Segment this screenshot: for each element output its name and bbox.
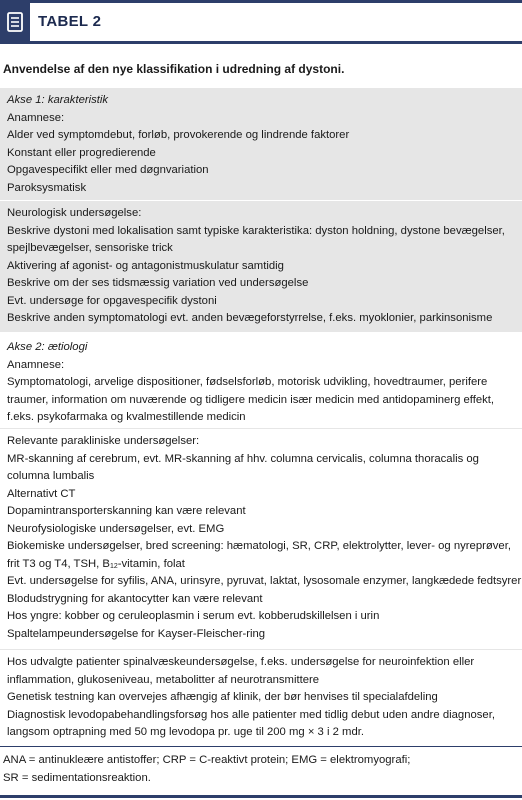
parakliniske-line: Hos yngre: kobber og ceruleoplasmin i serum evt. kobberudskillelsen i urin [7,610,380,622]
udvalgte-line: inflammation, glukoseniveau, metabolitter af neurotransmittere [7,673,320,686]
table-header [0,0,522,44]
akse2-anamnese-line: traumer, information om nuværende og tidligere medicin især medicin med antidopaminerg effekt, [7,393,495,406]
akse1-neuro-line: Beskrive om der ses tidsmæssig variation ved undersøgelse [7,277,309,289]
akse1-anamnese-line: Paroksysmatisk [7,181,87,194]
parakliniske-b12-line [7,556,516,574]
parakliniske-line: MR-skanning af cerebrum, evt. MR-skanning af hhv. columna cervicalis, columna thoracalis og [7,452,479,465]
udvalgte-line: langsom optrapning med 50 mg levodopa pr. uge til 200 mg × 3 i 2 mdr. [7,726,365,738]
table-title: TABEL 2 [38,13,102,30]
parakliniske-line: Biokemiske undersøgelser, bred screening: hæmatologi, SR, CRP, elektrolytter, lever- og nyreprøver, [7,540,511,552]
akse1-neuro-section [0,201,522,332]
table-footnote [3,752,410,787]
akse1-anamnese-line: Anamnese: [7,111,65,124]
udvalgte-line: Genetisk testning kan overvejes afhængig af klinik, der bør henvises til specialafdeling [7,691,438,703]
akse2-anamnese-section [0,335,522,428]
udvalgte-line: Hos udvalgte patienter spinalvæskeundersøgelse, f.eks. undersøgelse for neuroinfektion eller [7,656,475,668]
parakliniske-line: Relevante parakliniske undersøgelser: [7,435,200,447]
akse1-anamnese-line: Konstant eller progredierende [7,146,156,159]
akse2-anamnese-line: f.eks. psykofarmaka og kvalmestillende medicin [7,411,246,423]
udvalgte-line: Diagnostisk levodopabehandlingsforsøg hos alle patienter med tidlig debut uden andre diagnoser, [7,708,495,721]
footnote-rule [0,746,522,747]
akse1-anamnese-section [0,88,522,200]
akse1-neuro-line: spejlbevægelser, sensoriske trick [7,242,173,254]
parakliniske-line: Neurofysiologiske undersøgelser, evt. EMG [7,522,225,535]
b12-suffix: -vitamin, folat [117,557,185,570]
akse1-anamnese-line: Alder ved symptomdebut, forløb, provokerende og lindrende faktorer [7,129,350,141]
akse1-neuro-line: Beskrive anden symptomatologi evt. anden bevægeforstyrrelse, f.eks. myoklonier, parkinsonisme [7,312,493,324]
parakliniske-line: Alternativt CT [7,487,76,500]
b12-prefix: frit T3 og T4, TSH, B [7,557,110,570]
parakliniske-line: Blodudstrygning for akantocytter kan være relevant [7,592,263,605]
parakliniske-line: Evt. undersøgelse for syfilis, ANA, urinsyre, pyruvat, laktat, lysosomale enzymer, langkædede fedtsyrer [7,575,522,587]
akse2-parakliniske-section [0,429,522,649]
parakliniske-line: Spaltelampeundersøgelse for Kayser-Fleischer-ring [7,627,266,640]
footnote-line: ANA = antinukleære antistoffer; CRP = C-reaktivt protein; EMG = elektromyografi; [3,754,411,766]
akse1-neuro-line: Evt. undersøge for opgavespecifik dystoni [7,294,217,307]
bottom-rule [0,795,522,798]
parakliniske-line: Dopamintransporterskanning kan være relevant [7,505,246,517]
table-caption: Anvendelse af den nye klassifikation i udredning af dystoni. [3,62,345,76]
akse1-anamnese-line: Opgavespecifikt eller med døgnvariation [7,164,209,176]
parakliniske-line: columna lumbalis [7,470,95,482]
b12-subscript: 12 [109,562,118,570]
akse2-anamnese-line: Symptomatologi, arvelige dispositioner, fødselsforløb, motorisk udvikling, hovedtraumer, perifere [7,376,488,388]
akse1-neuro-line: Aktivering af agonist- og antagonistmuskulatur samtidig [7,259,284,272]
akse2-udvalgte-section [0,650,522,746]
document-list-icon [0,3,30,41]
akse1-neuro-line: Beskrive dystoni med lokalisation samt typiske karakteristika: dyston holdning, dystone bevægelser, [7,224,505,237]
akse2-heading: Akse 2: ætiologi [7,341,88,353]
akse1-neuro-line: Neurologisk undersøgelse: [7,207,142,219]
footnote-line: SR = sedimentationsreaktion. [3,771,151,784]
akse1-heading: Akse 1: karakteristik [7,94,109,106]
akse2-anamnese-line: Anamnese: [7,358,65,371]
